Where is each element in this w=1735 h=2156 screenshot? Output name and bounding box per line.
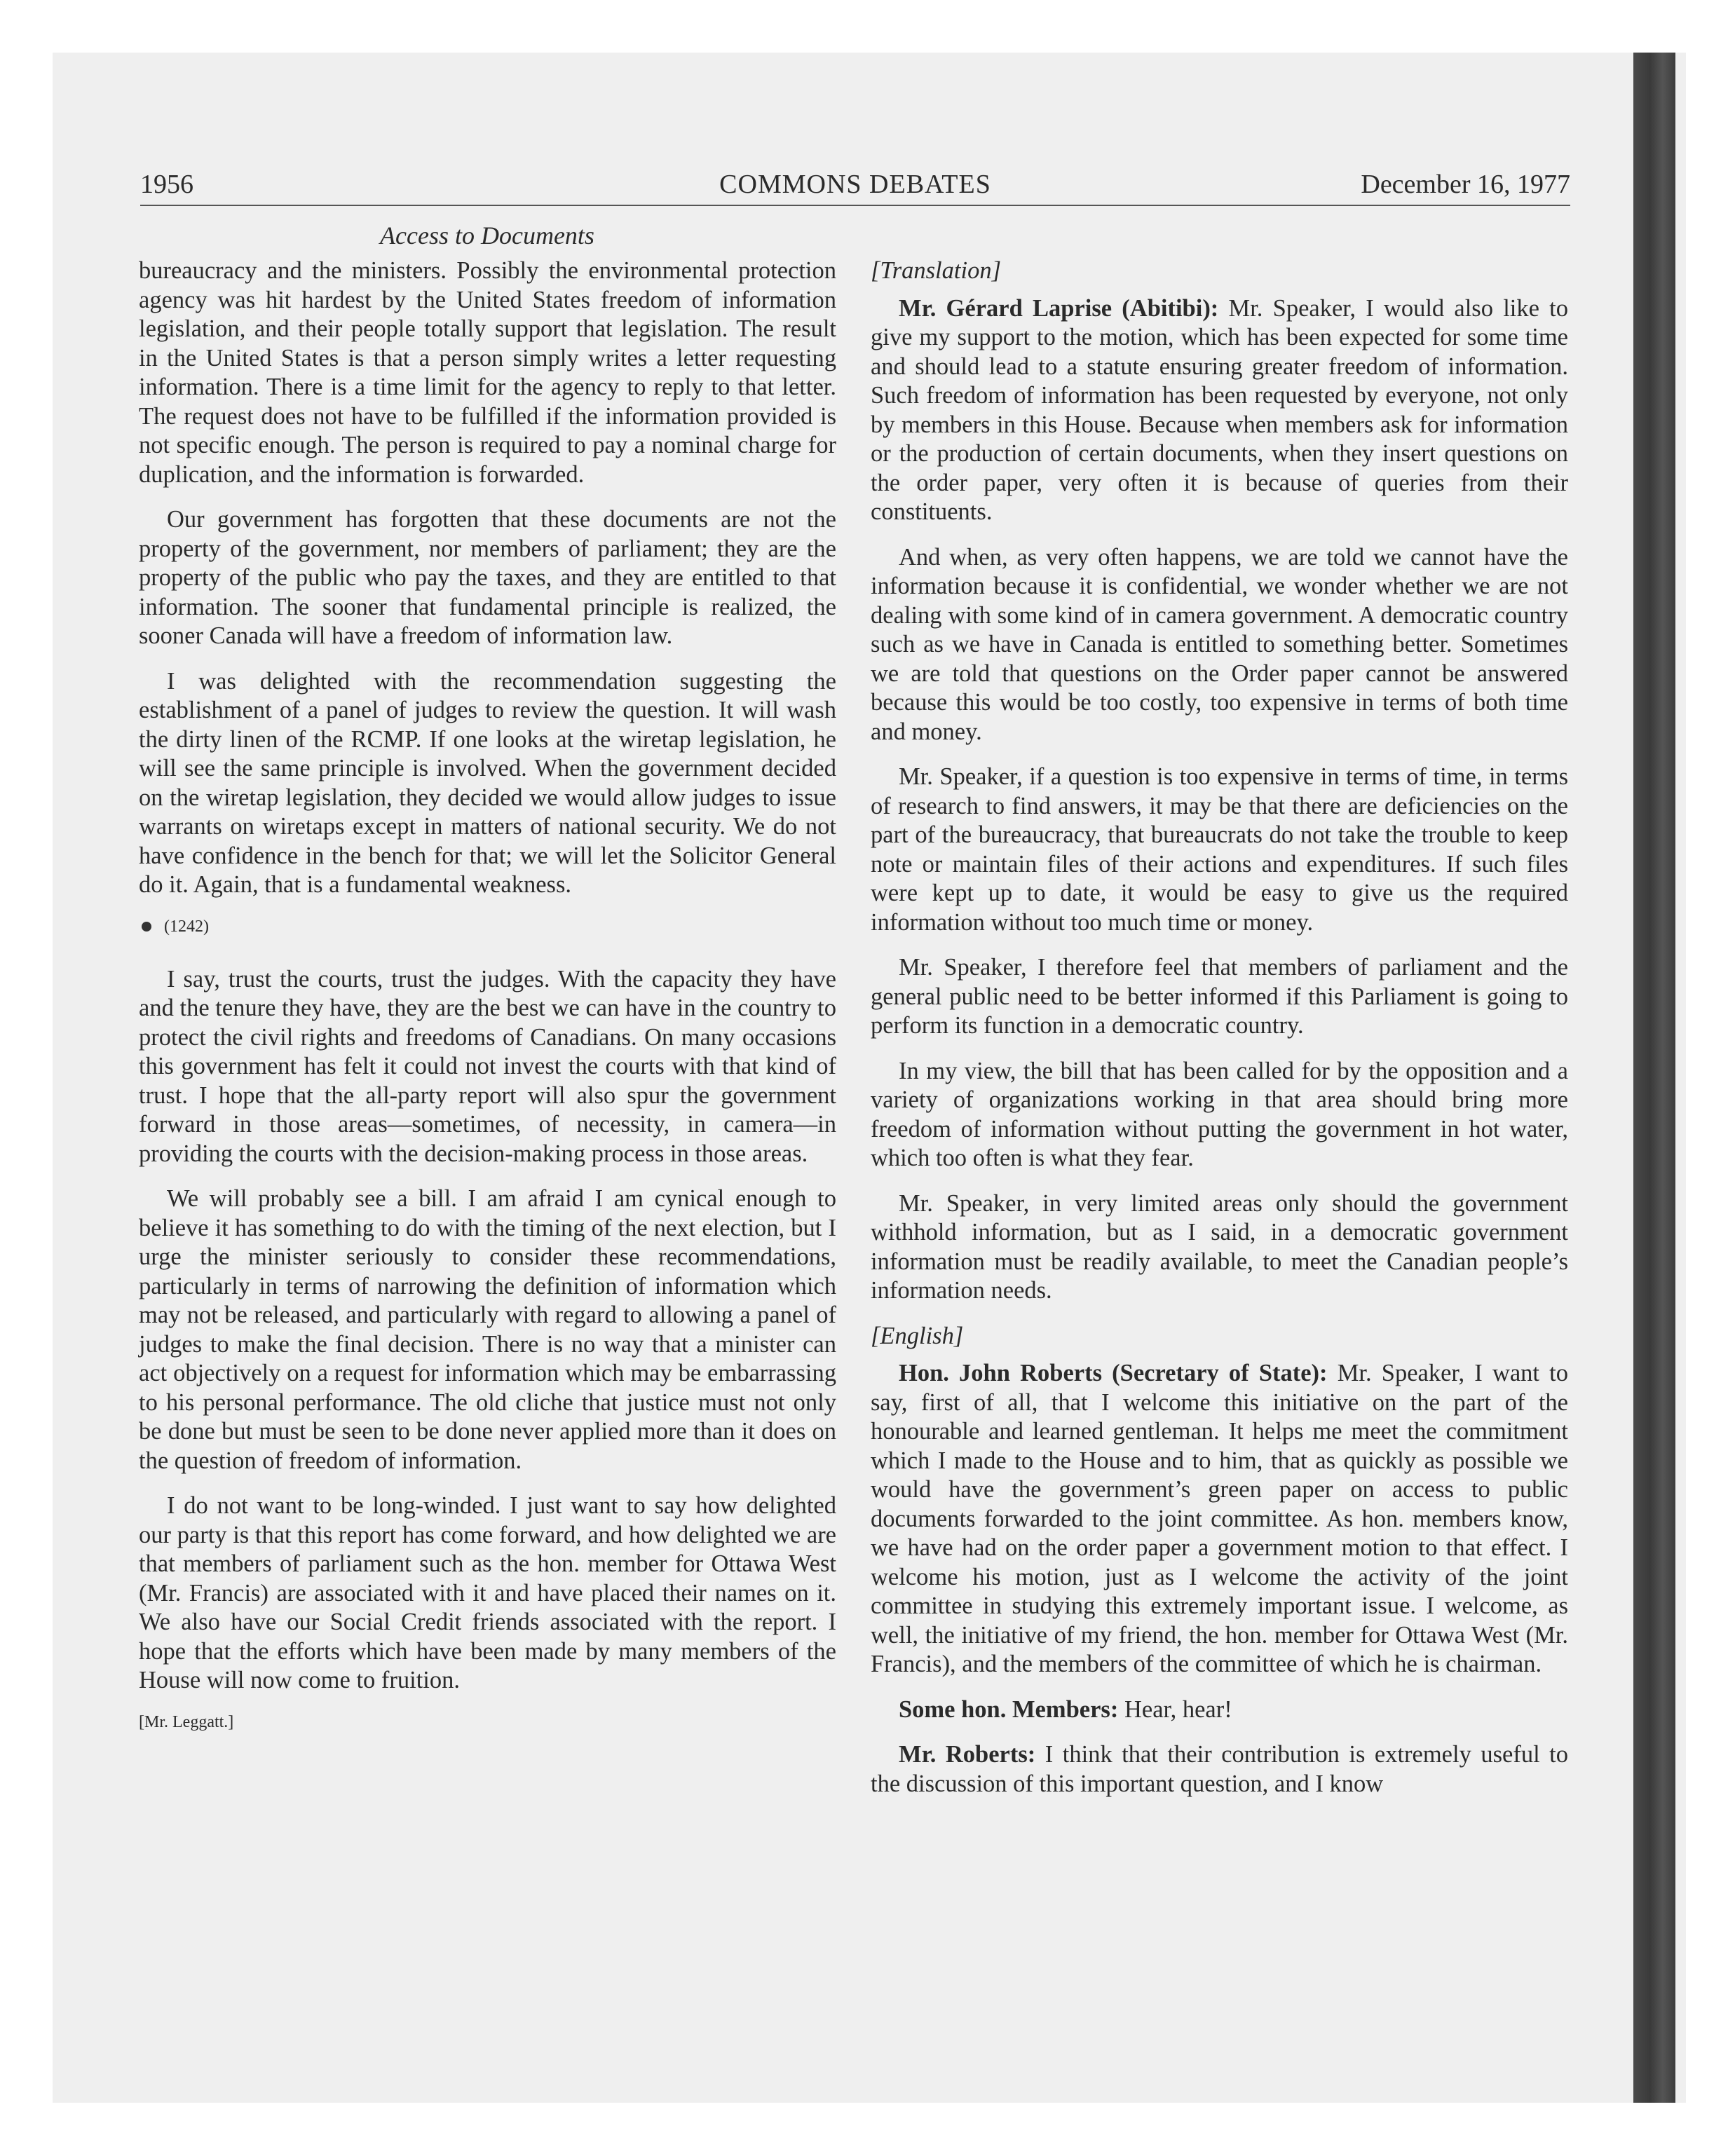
subject-heading: Access to Documents (380, 221, 594, 250)
page-number: 1956 (140, 170, 193, 199)
page-header (140, 168, 1570, 206)
bullet-dot-icon (142, 922, 151, 932)
paragraph: We will probably see a bill. I am afraid I am cynical enough to believe it has something to do with the timing of the next election, but I urge the minister seriously to consider these recommendations, particularly in terms of narrowing the definition of information which may not be released, and particularly with regard to allowing a panel of judges to make the final decision. There is no way that a minister can act objectively on a request for information which may be embarrassing to his personal performance. The old cliche that justice must not only be done but must be seen to be done never applied more than it does on the question of freedom of information. (139, 1185, 836, 1474)
speaker-note: [Mr. Leggatt.] (139, 1712, 234, 1731)
english-tag: [English] (871, 1322, 964, 1349)
paragraph: I say, trust the courts, trust the judges. With the capacity they have and the tenure they have, they are the best we can have in the country to protect the civil rights and freedoms of Canadians. On many occasions this government has felt it could not invest the courts with that kind of trust. I hope that the all-party report will also spur the government forward in those areas—sometimes, of necessity, in camera—in providing the courts with the decision-making process in those areas. (139, 965, 836, 1167)
speaker-name: Mr. Roberts: (899, 1741, 1036, 1768)
speech-text: Mr. Speaker, I want to say, first of all, that I welcome this initiative on the part of the honourable and learned gentleman. It helps me meet the commitment which I made to the House and to him, that as quickly as possible we would have the government’s green paper on access to public documents forwarded to the joint committee. As hon. members know, we have had on the order paper a government motion to that effect. I welcome his motion, just as I welcome the activity of the joint committee in studying this extremely important issue. I welcome, as well, the initiative of my friend, the hon. member for Ottawa West (Mr. Francis), and the members of the committee of which he is chairman. (871, 1360, 1569, 1677)
speech-text: Mr. Speaker, I would also like to give my support to the motion, which has been expected for some time and should lead to a statute ensuring greater freedom of information. Such freedom of information has been requested by everyone, not only by members in this House. Because when members ask for information or the production of certain documents, when they insert questions on the order paper, very often it is because of queries from their constituents. (871, 294, 1568, 525)
translation-tag: [Translation] (871, 257, 1001, 284)
paragraph: Mr. Speaker, in very limited areas only should the government withhold information, but as I said, in a democratic government information must be readily available, to meet the Canadian people’s information needs. (871, 1189, 1568, 1304)
paragraph: And when, as very often happens, we are told we cannot have the information because it is confidential, we wonder whether we are not dealing with some kind of in camera government. A democratic country such as we have in Canada is entitled to something better. Sometimes we are told that questions on the Order paper cannot be answered because this would be too costly, too expensive in terms of both time and money. (871, 543, 1568, 745)
publication-title: COMMONS DEBATES (719, 170, 991, 199)
paragraph: Our government has forgotten that these documents are not the property of the government, nor members of parliament; they are the property of the public who pay the taxes, and they are entitled to that information. The sooner that fundamental principle is realized, the sooner Canada will have a freedom of information law. (139, 506, 836, 649)
scan-edge-shadow (1633, 53, 1675, 2103)
paragraph (871, 1740, 1568, 1799)
paragraph: bureaucracy and the ministers. Possibly the environmental protection agency was hit hardest by the United States freedom of information legislation, and their people totally support that legislation. The result in the United States is that a person simply writes a letter requesting information. There is a time limit for the agency to reply to that letter. The request does not have to be fulfilled if the information provided is not specific enough. The person is required to pay a nominal charge for duplication, and the information is forwarded. (139, 257, 836, 488)
paragraph: I do not want to be long-winded. I just want to say how delighted our party is that this report has come forward, and how delighted we are that members of parliament such as the hon. member for Ottawa West (Mr. Francis) are associated with it and have placed their names on it. We also have our Social Credit friends associated with the report. I hope that the efforts which have been made by many members of the House will now come to fruition. (139, 1492, 836, 1693)
paragraph: Mr. Speaker, I therefore feel that members of parliament and the general public need to be better informed if this Parliament is going to perform its function in a democratic country. (871, 954, 1568, 1039)
paragraph: Mr. Speaker, if a question is too expensive in terms of time, in terms of research to find answers, it may be that there are deficiencies on the part of the bureaucracy, that bureaucrats do not take the trouble to keep note or maintain files of their actions and expenditures. If such files were kept up to date, it would be easy to give us the required information without too much time or money. (871, 763, 1568, 936)
speech-text: I think that their contribution is extremely useful to the discussion of this important question, and I know (871, 1741, 1569, 1797)
speaker-name: Hon. John Roberts (Secretary of State): (899, 1360, 1328, 1386)
paragraph (871, 1696, 1568, 1725)
time-marker (139, 916, 836, 937)
paragraph: I was delighted with the recommendation suggesting the establishment of a panel of judges to review the question. It will wash the dirty linen of the RCMP. If one looks at the wiretap legislation, he will see the same principle is involved. When the government decided on the wiretap legislation, they decided we would allow judges to issue warrants on wiretaps except in matters of national security. We do not have confidence in the bench for that; we will let the Solicitor General do it. Again, that is a fundamental weakness. (139, 667, 836, 898)
paragraph (871, 294, 1568, 527)
paragraph: In my view, the bill that has been called for by the opposition and a variety of organizations working in that area should bring more freedom of information without putting the government in hot water, which too often is what they fear. (871, 1057, 1568, 1171)
right-column (871, 257, 1568, 1815)
speaker-name: Mr. Gérard Laprise (Abitibi): (899, 294, 1219, 322)
left-column (139, 257, 836, 1733)
speech-text: Hear, hear! (1124, 1696, 1232, 1723)
paragraph (871, 1359, 1568, 1679)
time-marker-label: (1242) (164, 917, 209, 936)
speaker-name: Some hon. Members: (899, 1696, 1119, 1723)
header-date: December 16, 1977 (1361, 170, 1570, 199)
